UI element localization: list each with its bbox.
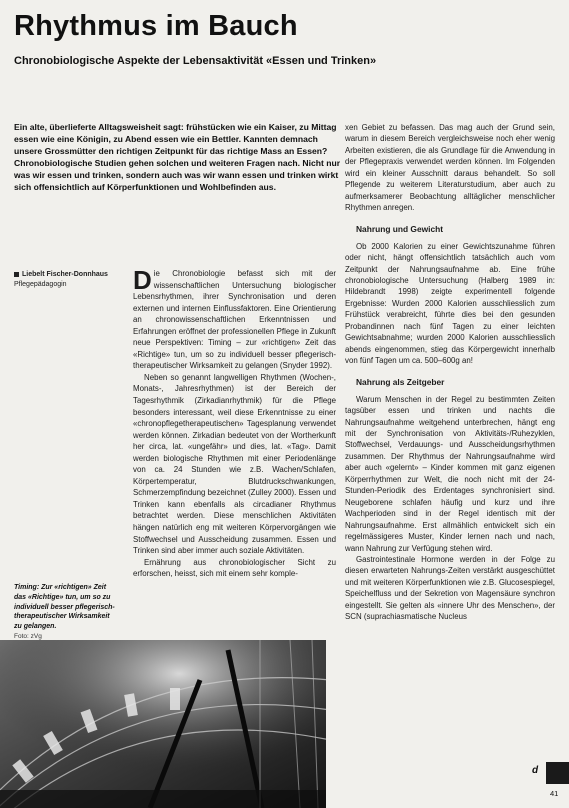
- section-zeitgeber-paragraph-2: Gastrointestinale Hormone werden in der Folge zu diesen erwarteten Nahrungs-Zeiten verstärkt ausgeschüttet und mit weiteren Körperfunktionen wie z.B. Glucosespiegel, Speichelfluss und der Sekretion von Magensäure synchron eingestellt. Sie gelten als «innere Uhr des Menschen», der SCN (suprachiasmatische Nucleus: [345, 554, 555, 622]
- article-lead: [14, 122, 344, 193]
- photo-caption: [14, 583, 118, 642]
- section-zeitgeber-paragraph-1: Warum Menschen in der Regel zu bestimmten Zeiten tagsüber essen und trinken und nachts die Nahrungsaufnahme weitgehend unterbrechen, hängt eng mit der Synchronisation von Aktivitäts-/Ruhezyklen, Stoffwechsel, Verdauungs- und Ausscheidungsrhythmen zusammen. Der Rhythmus der Nahrungsaufnahme wird aber auch «gelernt» – Kinder kommen mit ganz eigenen Körperrhythmen zur Welt, die noch nicht mit der 24-Stunden-Periodik des Erdentages synchronisiert sind. Neugeborene schlafen häufig und kurz und ihre Wachperioden sind in der Regel identisch mit der Nahrungsaufnahme. Erst allmählich entwickelt sich ein regelmässigeres Muster, Kinder lernen nach und nach, wann Nahrung zur Verfügung stehen wird.: [345, 394, 555, 553]
- photo-credit: Foto: zVg: [14, 632, 42, 640]
- body-paragraph-2: Neben so genannt langwelligen Rhythmen (Wochen-, Monats-, Jahresrhythmen) ist der Bereich der Tagesrhythmik (Zirkadianrhythmik) für die Pflege besonders interessant, weil diese Erkenntnisse zu einer «chronopflegetherapeutischen» Tagesplanung verwendet werden können. Zirkadian bedeutet von der Wortherkunft her circa, lat. «ungefähr» und dies, lat. «Tag». Damit werden biologische Rhythmen mit einer Periodenlänge von ca. 24 Stunden wie z.B. Wachen/Schlafen, Körpertemperatur, Blutdruckschwankungen, Schmerzempfindung bezeichnet (Zulley 2000). Essen und Trinken kann ebenfalls als circadianer Rhythmus betrachtet werden. Diese menschlichen Aktivitäten hängen natürlich eng mit weiteren Körpervorgängen wie Stoffwechsel und Ausscheidung zusammen. Essen und Trinken sind aber immer auch soziale Aktivitäten.: [133, 372, 336, 556]
- author-name: Liebelt Fischer-Donnhaus: [22, 271, 108, 278]
- lead-paragraph-2: Chronobiologische Studien gehen solchen und weiteren Fragen nach. Nicht nur was wir essen und trinken, sondern auch was wir wann essen und trinken wirkt sich offensichtlich auf Körperfunktionen und Wohlbefinden aus.: [14, 157, 341, 192]
- author-bullet-icon: [14, 272, 19, 277]
- author-box: [14, 270, 114, 290]
- column3-intro: xen Gebiet zu befassen. Das mag auch der Grund sein, warum in diesem Bereich vergleichsweise noch eher wenig Arbeiten existieren, die als Grundlage für die Anwendung in der Pflegepraxis verwendet werden können. Im Folgenden wird ein kleiner Ausschnitt daraus behandelt. So soll Pflegende zu weiterem Literaturstudium, aber auch zu aufmerksamerer Beobachtung alltäglicher menschlicher Rhythmen anregen.: [345, 123, 555, 213]
- section-heading-weight: Nahrung und Gewicht: [356, 223, 444, 234]
- section-weight-text: Ob 2000 Kalorien zu einer Gewichtszunahme führen oder nicht, hängt offensichtlich tatsächlich auch vom Zeitpunkt der Nahrungsaufnahme ab. Eine frühe chronobiologische Untersuchung (Halberg 1989 in: Hildebrandt 1998) zeigte experimentell folgende Ergebnisse: Wurden 2000 Kalorien ausschliesslich zum Frühstück verabreicht, führte dies bei den gesunden Probandinnen nach fünf Tagen zu einer leichten Gewichtsabnahme; wurden 2000 Kalorien ausschliesslich abends eingenommen, stieg das Körpergewicht innerhalb von fünf Tagen um ca. 500–600g an!: [345, 241, 555, 366]
- body-column-3: [345, 122, 555, 623]
- clock-photo: [0, 640, 326, 808]
- body-paragraph: [133, 265, 336, 372]
- section-marker: [532, 762, 569, 784]
- clock-photo-illustration: [0, 640, 326, 808]
- drop-cap: D: [133, 265, 152, 295]
- section-marker-letter: d: [532, 765, 539, 776]
- lead-paragraph-1: Ein alte, überlieferte Alltagsweisheit sagt: frühstücken wie ein Kaiser, zu Mittag essen wie eine Königin, zu Abend essen wie ein Bettler. Kannten demnach unsere Grossmütter den richtigen Zeitpunkt für das richtige Mass an Essen?: [14, 122, 337, 156]
- article-subtitle: Chronobiologische Aspekte der Lebensaktivität «Essen und Trinken»: [14, 55, 377, 67]
- caption-text: Timing: Zur «richtigen» Zeit das «Richtige» tun, um so zu individuell besser pflegerisch-therapeutischer Wirksamkeit zu gelangen.: [14, 584, 115, 631]
- body-column-2: [133, 265, 336, 580]
- page-number: 41: [550, 789, 559, 798]
- article-title: Rhythmus im Bauch: [14, 10, 298, 42]
- author-role: Pflegepädagogin: [14, 281, 67, 288]
- body-paragraph-3: Ernährung aus chronobiologischer Sicht zu erforschen, heisst, sich mit einem sehr komple-: [133, 557, 336, 579]
- body-paragraph-1: ie Chronobiologie befasst sich mit der wissenschaftlichen Untersuchung biologischer Lebensrhythmen, ihrer Synchronisation und deren externen und internen Einflussfaktoren. Eine Orientierung an chronowissenschaftlichen Erkenntnissen und Erfahrungen eröffnet der professionellen Pflege in Zukunft neue Perspektiven: Timing – zur «richtigen» Zeit das «Richtige» tun, um so zu individuell besser pflegerisch-therapeutischer Wirksamkeit zu gelangen (Snyder 1992).: [133, 269, 336, 371]
- section-heading-zeitgeber: Nahrung als Zeitgeber: [356, 376, 445, 387]
